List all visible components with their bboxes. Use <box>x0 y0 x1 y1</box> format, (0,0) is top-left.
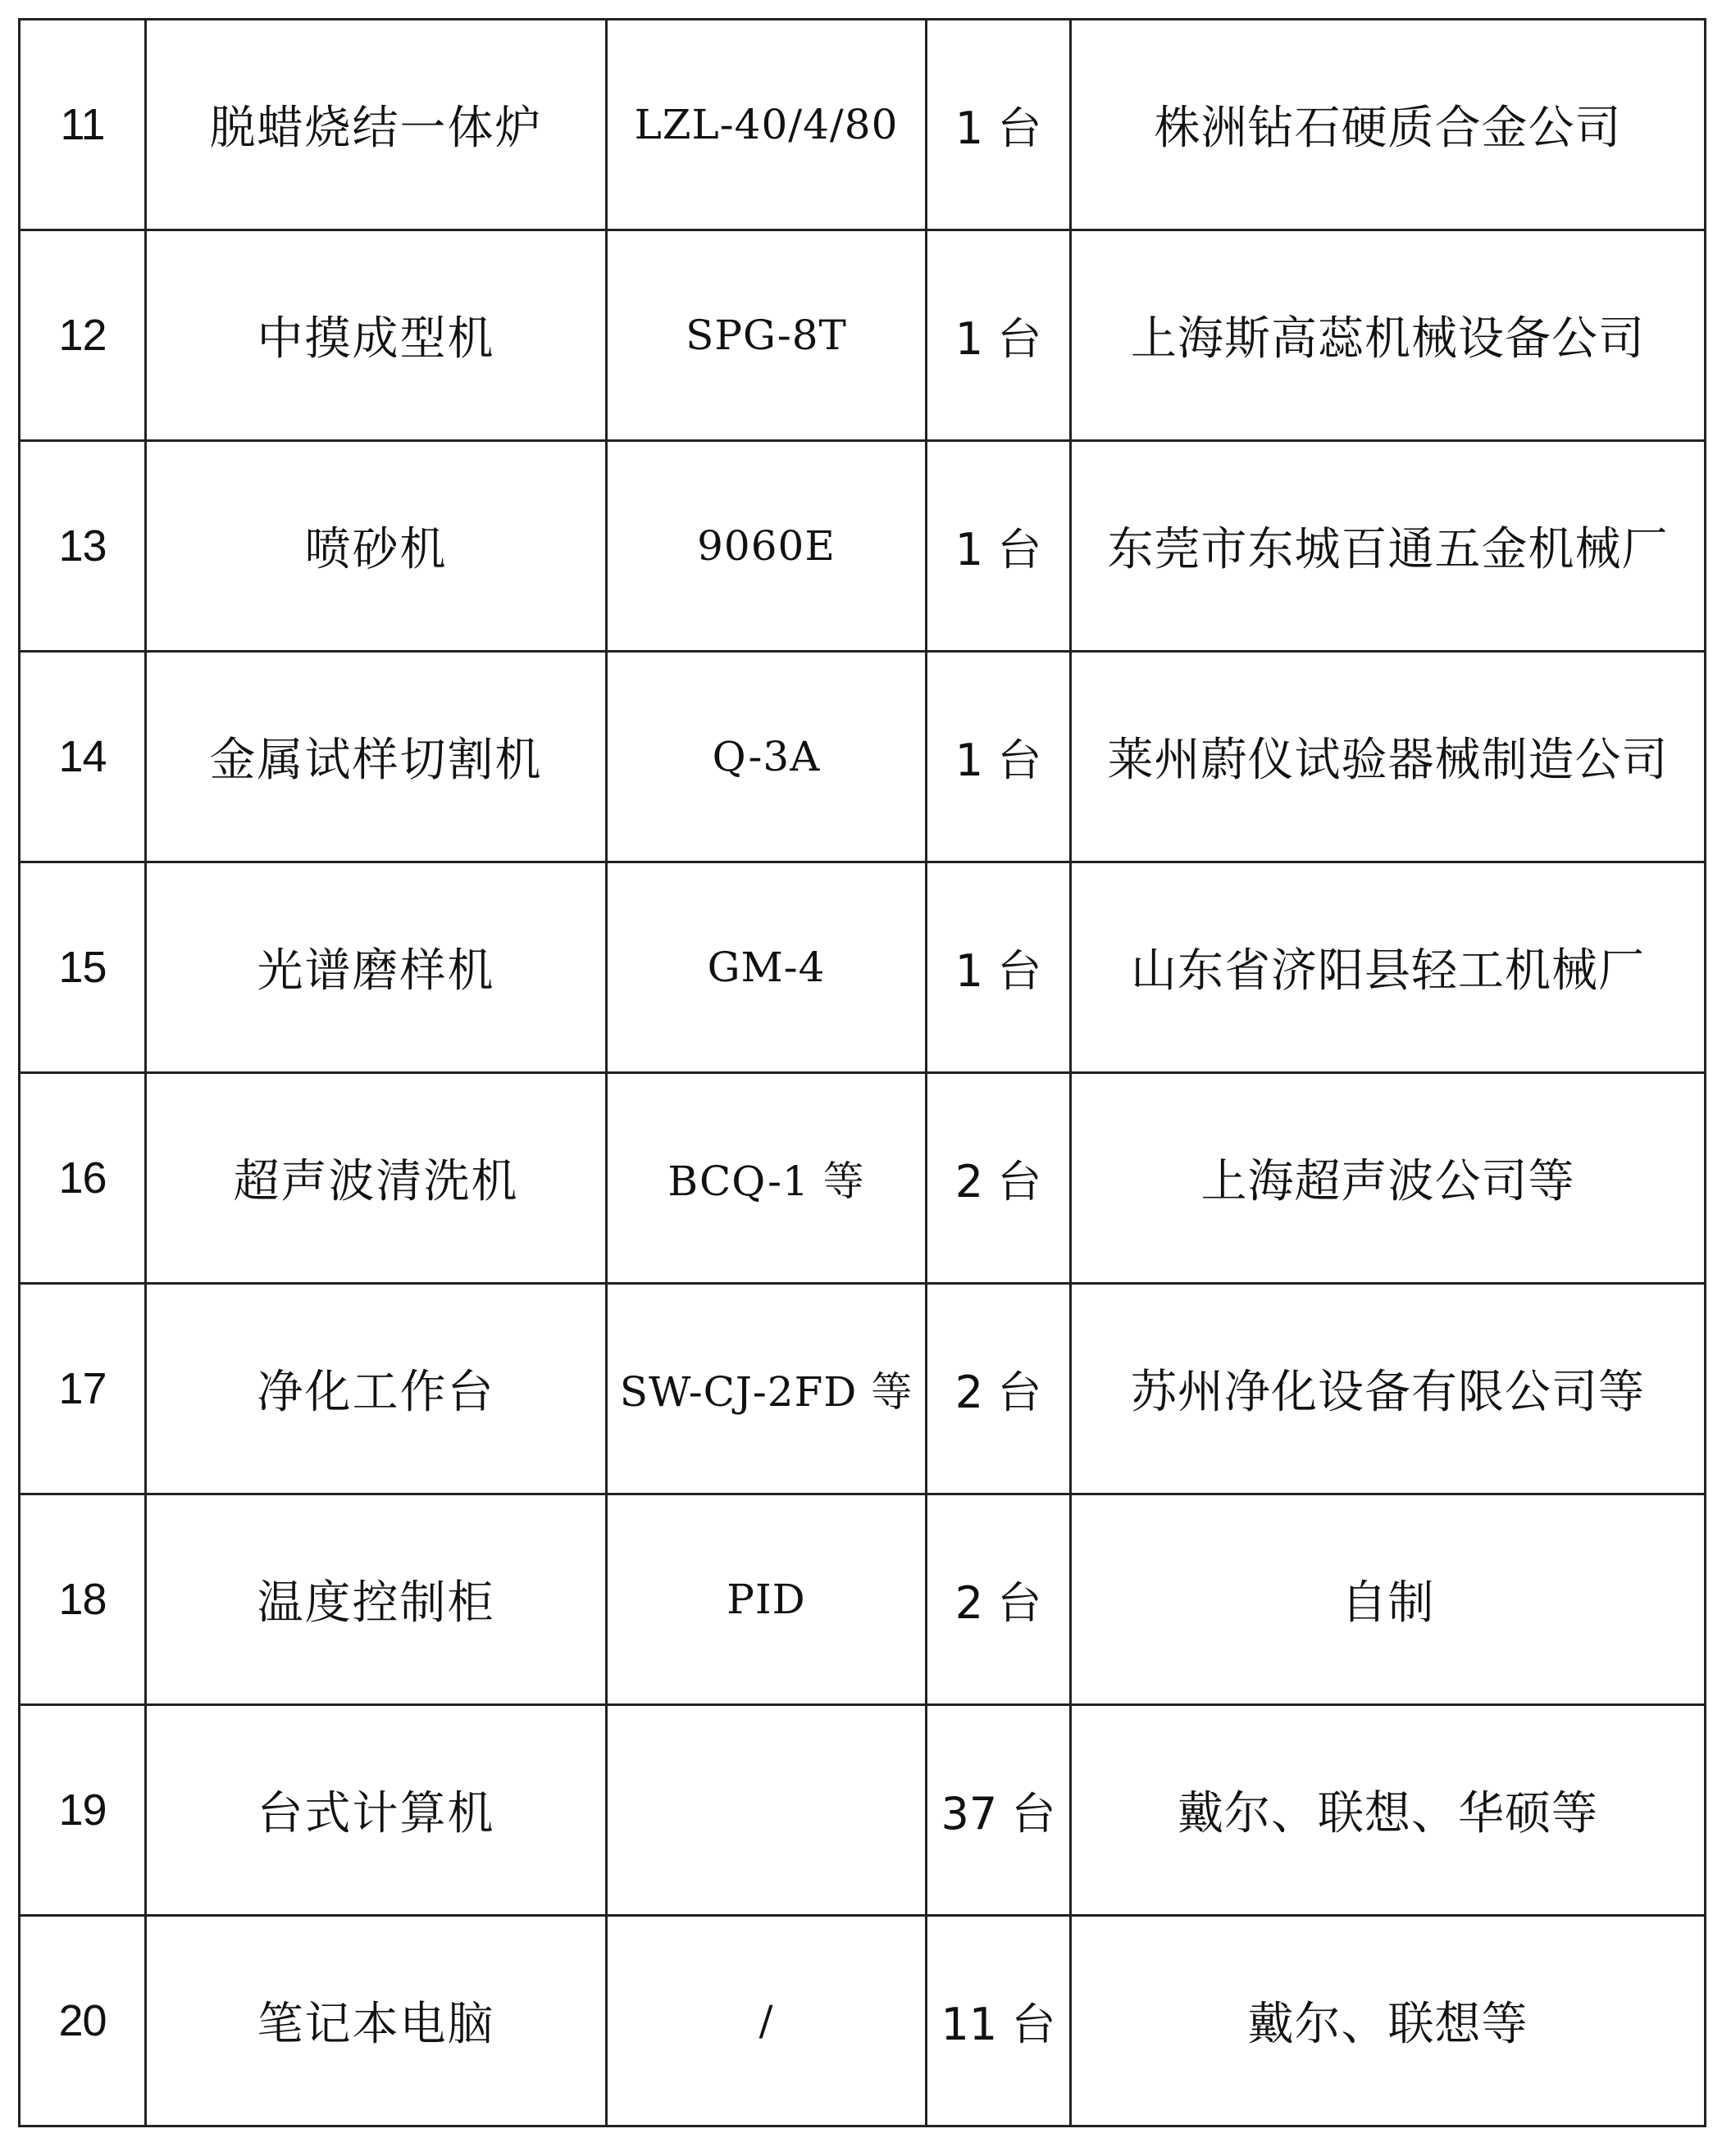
row-number: 18 <box>20 1494 146 1705</box>
equipment-name: 中摸成型机 <box>146 230 607 441</box>
quantity: 2 台 <box>927 1494 1071 1705</box>
row-number: 19 <box>20 1705 146 1916</box>
row-number: 13 <box>20 441 146 652</box>
table-row <box>20 862 1706 1073</box>
manufacturer: 上海斯高蕊机械设备公司 <box>1071 230 1706 441</box>
model-number <box>607 1705 927 1916</box>
model-number: / <box>607 1916 927 2126</box>
manufacturer: 东莞市东城百通五金机械厂 <box>1071 441 1706 652</box>
model-number: GM-4 <box>607 862 927 1073</box>
model-number: 9060E <box>607 441 927 652</box>
equipment-name: 喷砂机 <box>146 441 607 652</box>
model-number: BCQ-1 等 <box>607 1073 927 1284</box>
row-number: 14 <box>20 652 146 862</box>
manufacturer: 戴尔、联想、华硕等 <box>1071 1705 1706 1916</box>
quantity: 2 台 <box>927 1073 1071 1284</box>
manufacturer: 苏州净化设备有限公司等 <box>1071 1284 1706 1494</box>
manufacturer: 株洲钻石硬质合金公司 <box>1071 20 1706 230</box>
table-row <box>20 1284 1706 1494</box>
row-number: 20 <box>20 1916 146 2126</box>
table-row <box>20 230 1706 441</box>
equipment-table <box>18 18 1706 2127</box>
equipment-name: 光谱磨样机 <box>146 862 607 1073</box>
model-number: Q-3A <box>607 652 927 862</box>
equipment-name: 温度控制柜 <box>146 1494 607 1705</box>
quantity: 1 台 <box>927 230 1071 441</box>
equipment-name: 超声波清洗机 <box>146 1073 607 1284</box>
quantity: 11 台 <box>927 1916 1071 2126</box>
model-number: LZL-40/4/80 <box>607 20 927 230</box>
quantity: 1 台 <box>927 20 1071 230</box>
model-number: SW-CJ-2FD 等 <box>607 1284 927 1494</box>
model-number: SPG-8T <box>607 230 927 441</box>
quantity: 1 台 <box>927 652 1071 862</box>
quantity: 2 台 <box>927 1284 1071 1494</box>
manufacturer: 莱州蔚仪试验器械制造公司 <box>1071 652 1706 862</box>
row-number: 15 <box>20 862 146 1073</box>
equipment-name: 净化工作台 <box>146 1284 607 1494</box>
equipment-name: 笔记本电脑 <box>146 1916 607 2126</box>
table-row <box>20 441 1706 652</box>
manufacturer: 自制 <box>1071 1494 1706 1705</box>
table-row <box>20 652 1706 862</box>
manufacturer: 戴尔、联想等 <box>1071 1916 1706 2126</box>
row-number: 12 <box>20 230 146 441</box>
table-row <box>20 1073 1706 1284</box>
manufacturer: 山东省济阳县轻工机械厂 <box>1071 862 1706 1073</box>
model-number: PID <box>607 1494 927 1705</box>
quantity: 1 台 <box>927 862 1071 1073</box>
table-row <box>20 20 1706 230</box>
table-row <box>20 1494 1706 1705</box>
table-row <box>20 1705 1706 1916</box>
quantity: 37 台 <box>927 1705 1071 1916</box>
manufacturer: 上海超声波公司等 <box>1071 1073 1706 1284</box>
table-row <box>20 1916 1706 2126</box>
equipment-name: 台式计算机 <box>146 1705 607 1916</box>
row-number: 11 <box>20 20 146 230</box>
quantity: 1 台 <box>927 441 1071 652</box>
equipment-name: 脱蜡烧结一体炉 <box>146 20 607 230</box>
row-number: 16 <box>20 1073 146 1284</box>
row-number: 17 <box>20 1284 146 1494</box>
equipment-name: 金属试样切割机 <box>146 652 607 862</box>
